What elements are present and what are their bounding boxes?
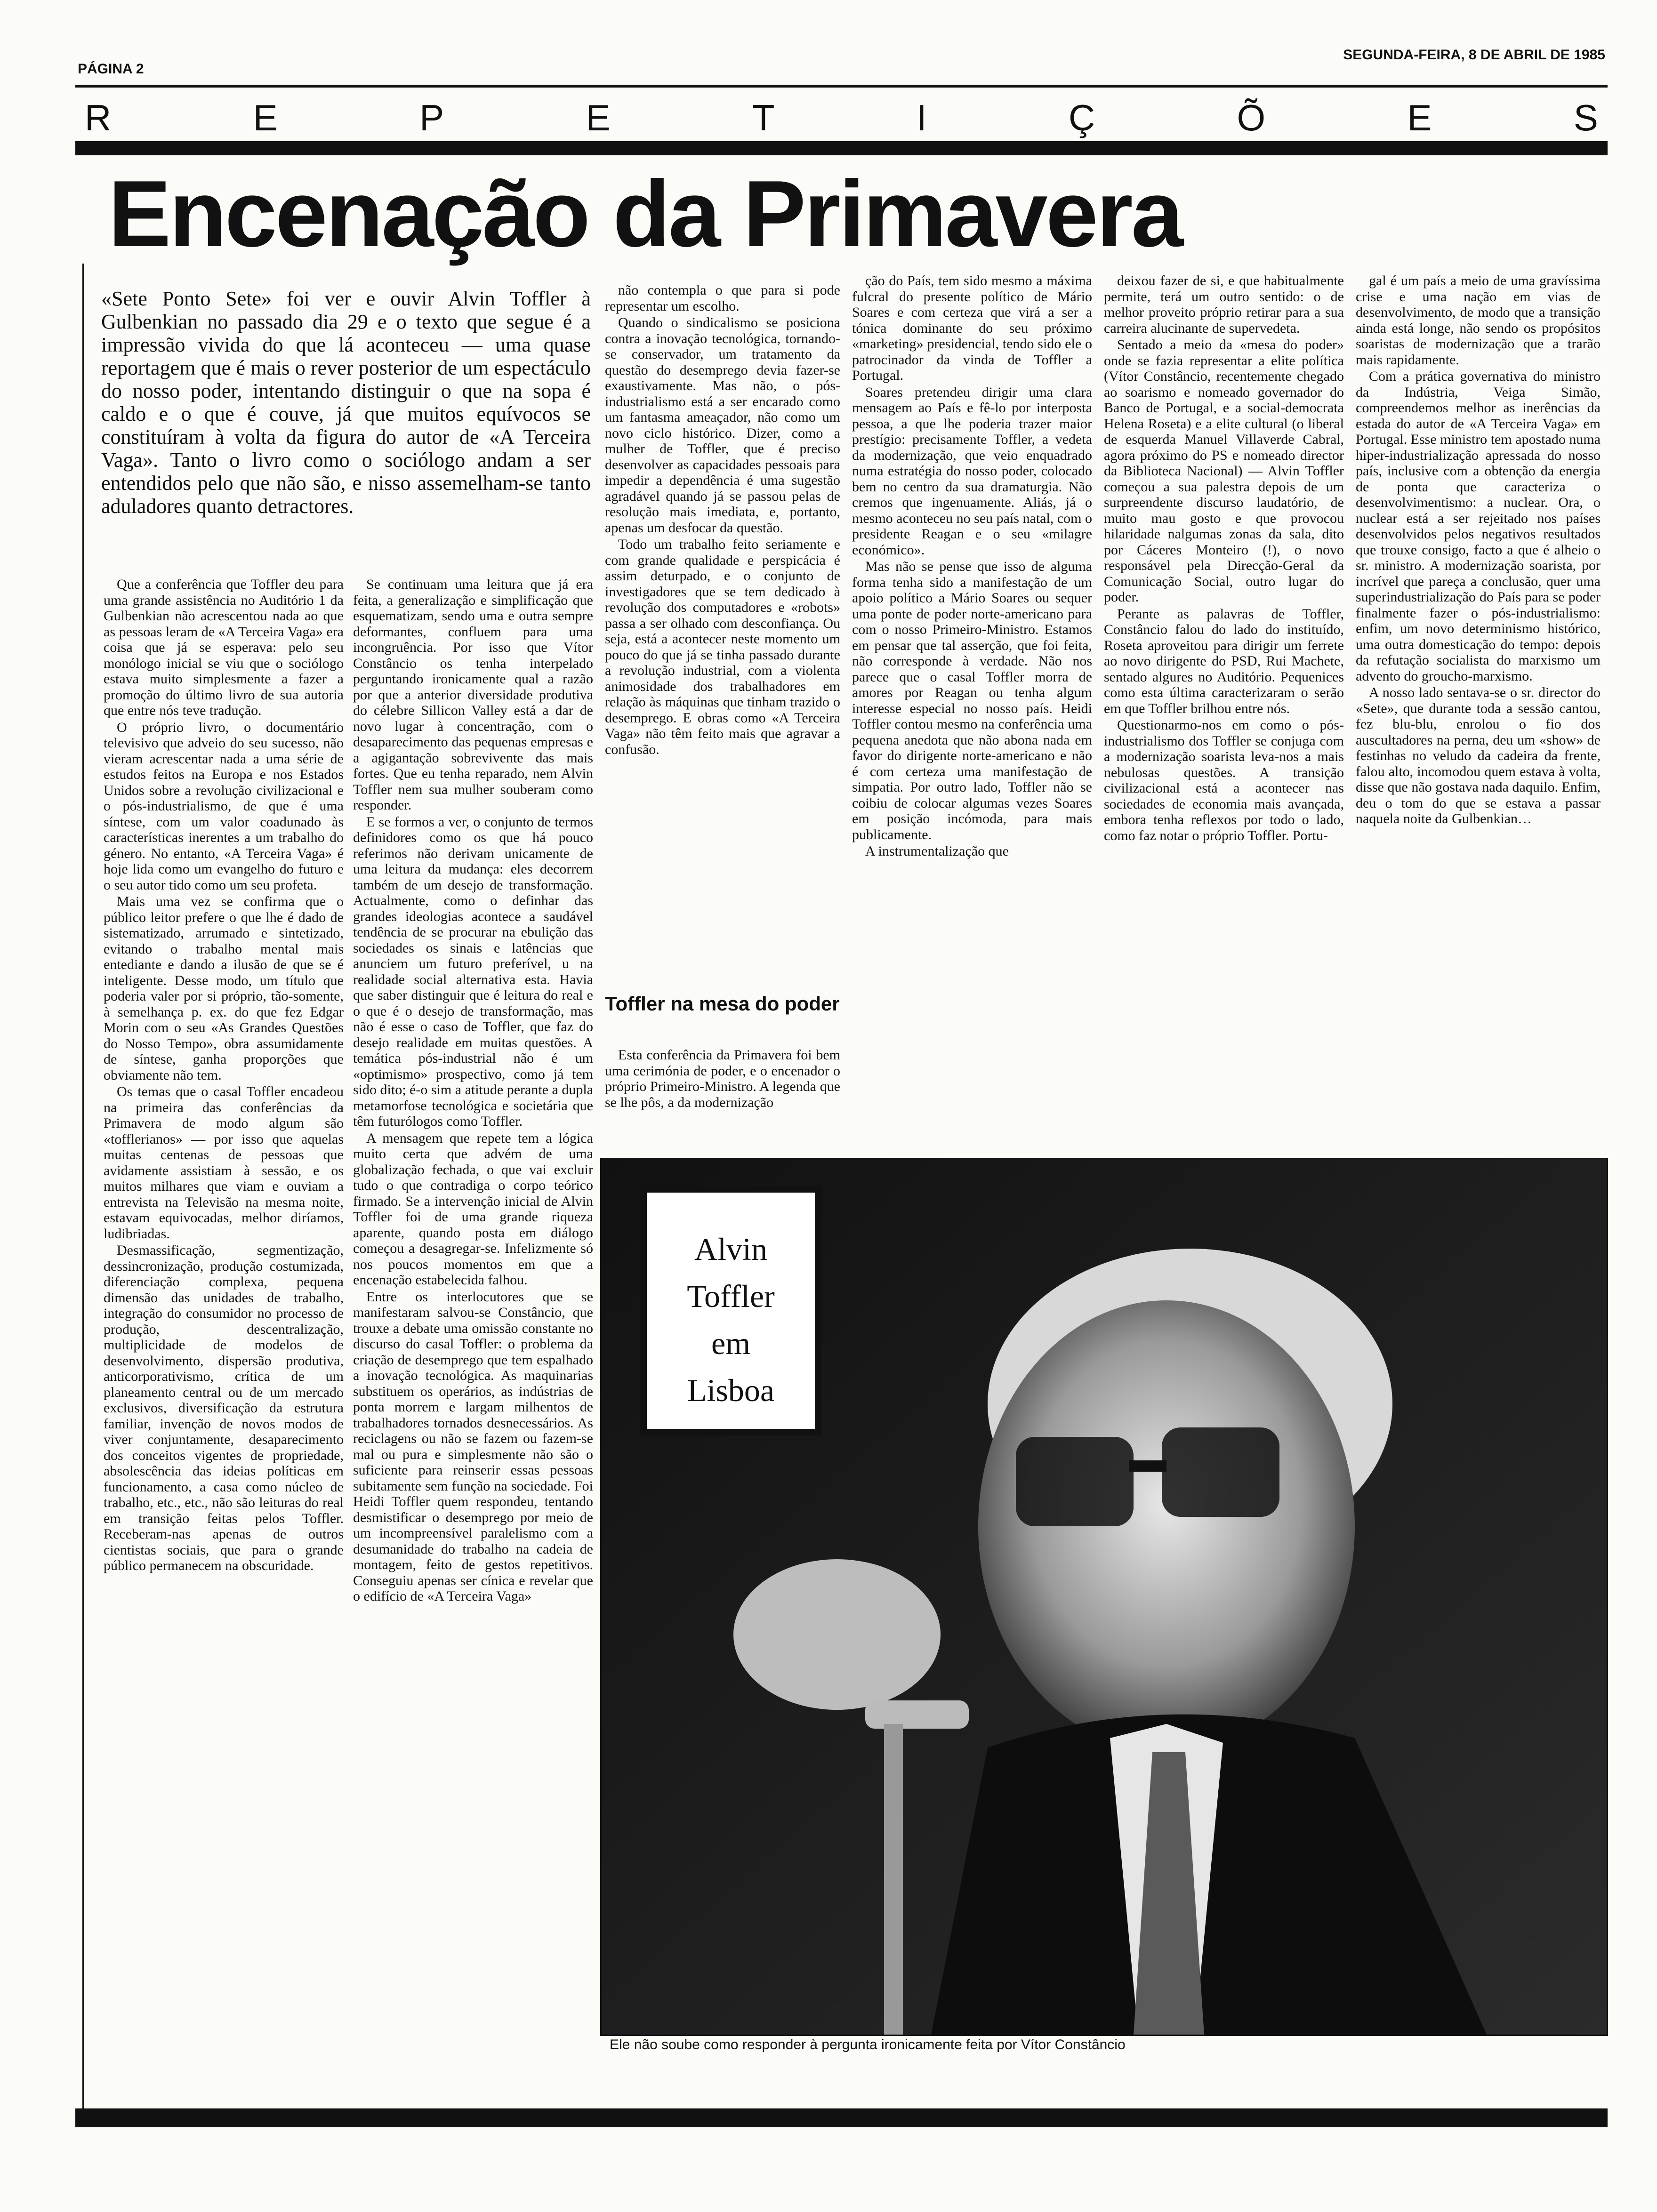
subheading: Toffler na mesa do poder	[605, 993, 840, 1015]
paragraph: Esta conferência da Primavera foi bem uma cerimónia de poder, e o encenador o próprio Primeiro-Ministro. A legenda que se lhe pôs, a da modernização	[605, 1047, 840, 1110]
paragraph: não contempla o que para si pode representar um escolho.	[605, 282, 840, 314]
section-title	[75, 96, 1608, 139]
paragraph: Desmassificação, segmentização, dessincronização, produção costumizada, diferenciação complexa, pequena dimensão das unidades de trabalho, integração do consumidor no processo de produção, descentralização, multiplicidade de modelos de desenvolvimento, dispersão produtiva, anticorporativismo, crítica de um planeamento central ou de um mercado exclusivos, diversificação da estrutura familiar, invenção de novos modos de viver conjuntamente, desaparecimento dos conceitos vigentes de propriedade, absolescência das ideias políticas em funcionamento, a casa como núcleo de trabalho, etc., etc., não são leituras do real em transição feitas pelos Toffler. Receberam-nas apenas de outros cientistas sociais, que para o grande público permanecem na obscuridade.	[104, 1242, 344, 1573]
paragraph: Se continuam uma leitura que já era feita, a generalização e simplificação que esquematizam, sendo uma e outra sempre deformantes, confluem para uma incongruência. Por isso que Vítor Constâncio os tenha interpelado perguntando ironicamente qual a razão por que a anterior diversidade produtiva do célebre Sillicon Valley está a dar de novo lugar à concentração, com o desaparecimento das pequenas empresas e a agigantação sobrevivente das mais fortes. Que eu tenha reparado, nem Alvin Toffler nem sua mulher souberam como responder.	[353, 577, 593, 813]
photo-title-line: Lisboa	[687, 1372, 775, 1408]
paragraph: Sentado a meio da «mesa do poder» onde se fazia representar a elite política (Vítor Constâncio, recentemente chegado ao soarismo e nomeado governador do Banco de Portugal, e a social-democrata Helena Roseta) e a elite cultural (o liberal de esquerda Manuel Villaverde Cabral, agora próximo do PS e nomeado director da Biblioteca Nacional) — Alvin Toffler começou a sua palestra depois de um surpreendente discurso laudatório, de muito mau gosto e que provocou hilaridade nalgumas zonas da sala, dito por Cáceres Monteiro (!), o novo responsável pela Direcção-Geral da Comunicação Social, outro lugar do poder.	[1104, 337, 1344, 605]
paragraph: A nosso lado sentava-se o sr. director do «Sete», que durante toda a sessão cantou, fez blu-blu, enrolou o fio dos auscultadores na perna, deu um «show» de festinhas no veludo da cadeira da frente, falou alto, incomodou quem estava à volta, disse que não gostava nada daquilo. Enfim, deu o tom do que se estava a passar naquela noite da Gulbenkian…	[1356, 685, 1601, 826]
page-number: PÁGINA 2	[78, 61, 144, 77]
paragraph: deixou fazer de si, e que habitualmente permite, terá um outro sentido: o de melhor proveito próprio retirar para a sua carreira alucinante de supervedeta.	[1104, 273, 1344, 336]
left-rule	[82, 264, 84, 2127]
section-letter: E	[586, 96, 611, 138]
paragraph: Todo um trabalho feito seriamente e com grande qualidade e perspicácia é assim deturpado, e o conjunto de investigadores que se tem dedicado à revolução dos computadores e «robots» passa a ser olhado com desconfiança. Ou seja, está a acontecer neste momento um pouco do que já se tinha passado durante a revolução industrial, com a violenta animosidade dos trabalhadores em relação às máquinas que tinham trazido o desemprego. E obras como «A Terceira Vaga» não têm feito mais que agravar a confusão.	[605, 537, 840, 757]
paragraph: A instrumentalização que	[865, 843, 1009, 859]
article-lead: «Sete Ponto Sete» foi ver e ouvir Alvin Toffler à Gulbenkian no passado dia 29 e o texto que segue é a impressão vivida do que lá aconteceu — uma quase reportagem que é mais o rever posterior de um espectáculo do nosso poder, intentando distinguir o que na sopa é caldo e o que é couve, já que muitos equívocos se constituíram à volta da figura do autor de «A Terceira Vaga». Tanto o livro como o sociólogo andam a ser entendidos pelo que não são, e nisso assemelham-se tanto aduladores quanto detractores.	[101, 287, 591, 518]
paragraph: O próprio livro, o documentário televisivo que adveio do seu sucesso, não vieram acrescentar nada a uma série de estudos feitos na Europa e nos Estados Unidos sobre a revolução civilizacional e o pós-industrialismo, de que é uma síntese, com um valor coadunado às características inerentes a um trabalho do género. No entanto, «A Terceira Vaga» é hoje lida como um evangelho do futuro e o seu autor tido como um seu profeta.	[104, 719, 344, 893]
paragraph: Quando o sindicalismo se posiciona contra a inovação tecnológica, tornando-se conservador, um tratamento da questão do desemprego devia fazer-se exaustivamente. Mas não, o pós-industrialismo está a ser encarado como um fantasma ameaçador, não como um novo ciclo histórico. Dizer, como a mulher de Toffler, que é preciso desenvolver as capacidades pessoais para impedir a dependência é uma sugestão agradável quando já se passou pelas de resolução mais imediata, e, portanto, apenas um desfocar da questão.	[605, 315, 840, 536]
article-column-1	[104, 577, 344, 2087]
paragraph: Que a conferência que Toffler deu para uma grande assistência no Auditório 1 da Gulbenkian não acrescentou nada ao que as pessoas leram de «A Terceira Vaga» era coisa que já se esperava: pelo seu monólogo inicial se viu que o sociólogo estava muito simplesmente a fazer a promoção do último livro de sua autoria que entre nós teve tradução.	[104, 577, 344, 718]
section-letter: R	[85, 96, 112, 138]
photo-title-line: em	[711, 1325, 751, 1361]
section-letter: T	[752, 96, 775, 138]
photo-title-line: Alvin	[694, 1231, 767, 1267]
section-letter: I	[916, 96, 927, 138]
paragraph: Entre os interlocutores que se manifestaram salvou-se Constâncio, que trouxe a debate uma omissão constante no discurso do casal Toffler: o problema da criação de desemprego que tem espalhado a inovação tecnológica. As maquinarias substituem os operários, as indústrias de ponta morrem e largam milhentos de trabalhadores tornados desnecessários. As reciclagens ou não se fazem ou fazem-se mal ou pura e simplesmente não são o suficiente para reinserir essas pessoas subitamente sem função na sociedade. Foi Heidi Toffler quem respondeu, tentando desmistificar o desemprego por meio de um incompreensível paralelismo com a desumanidade do trabalho na cadeia de montagem, feito de gestos repetitivos. Conseguiu apenas ser cínica e revelar que o edifício de «A Terceira Vaga»	[353, 1289, 593, 1604]
headline: Encenação da Primavera	[108, 161, 1182, 266]
paragraph: Questionarmo-nos em como o pós-industrialismo dos Toffler se conjuga com a modernização soarista leva-nos a mais nebulosas questões. A transição civilizacional está a acontecer nas sociedades de economia mais avançada, embora tenha reflexos por todo o lado, como faz notar o próprio Toffler. Portu-	[1104, 717, 1344, 843]
section-letter: S	[1573, 96, 1598, 138]
article-column-2	[353, 577, 593, 2087]
paragraph: Os temas que o casal Toffler encadeou na primeira das conferências da Primavera de modo algum são «tofflerianos» — por isso que aquelas muitas centenas de pessoas que avidamente assistiam à sessão, e os muitos milhares que viam e ouviam a entrevista na Televisão na mesma noite, estavam equivocadas, melhor diríamos, ludibriadas.	[104, 1084, 344, 1242]
paragraph: E se formos a ver, o conjunto de termos definidores como os que há pouco referimos não derivam unicamente de uma leitura da mudança: eles decorrem também de um desejo de transformação. Actualmente, como o definhar das grandes ideologias acontece a saudável tendência de se procurar na ebulição das sociedades os sinais e latências que anunciem um futuro preferível, u na realidade social alternativa esta. Havia que saber distinguir que é leitura do real e o que é o desejo de transformação, mas não é esse o caso de Toffler, que faz do desejo realidade em muitas questões. A temática pós-industrial não é um «optimismo» prospectivo, como já tem sido dito; é-o sim a atitude perante a dupla metamorfose tecnológica e societária que têm futurólogos como Toffler.	[353, 814, 593, 1129]
article-column-3b	[605, 1047, 840, 1153]
article-column-6	[1356, 273, 1601, 1153]
paragraph: Com a prática governativa do ministro da Indústria, Veiga Simão, compreendemos melhor as inerências da estada do autor de «A Terceira Vaga» em Portugal. Esse ministro tem apostado numa hiper-industrialização apressada do nosso país, inclusive com a obtenção da energia de ponta que caracteriza o desenvolvimentismo: a nuclear. Ora, o nuclear está a ser rejeitado nos países desenvolvidos pelos negativos resultados que trouxe consigo, facto a que é alheio o sr. ministro. A modernização soarista, por incrível que pareça a conclusão, quer uma superindustrialização do País para se poder finalmente fazer o pós-industrialismo: enfim, um novo determinismo histórico, uma outra domesticação do tempo: depois da refutação socialista do marxismo um advento do groucho-marxismo.	[1356, 369, 1601, 684]
article-column-5	[1104, 273, 1344, 1153]
section-bar	[75, 141, 1608, 155]
issue-date: SEGUNDA-FEIRA, 8 DE ABRIL DE 1985	[1343, 47, 1605, 63]
bottom-bar	[75, 2108, 1608, 2127]
photo-caption: Ele não soube como responder à pergunta ironicamente feita por Vítor Constâncio	[610, 2037, 1126, 2052]
paragraph: Mas não se pense que isso de alguma forma tenha sido a manifestação de um apoio político a Mário Soares ou sequer uma ponte de poder norte-americano para com o nosso Primeiro-Ministro. Estamos em pensar que tal asserção, que foi feita, não corresponde à verdade. Não nos parece que o casal Toffler morra de amores por Reagan ou tenha algum interesse especial no nosso país. Heidi Toffler contou mesmo na conferência uma pequena anedota que não abona nada em favor do dirigente norte-americano e não é com certeza uma manifestação de simpatia. Por outro lado, Toffler não se coibiu de colocar algumas vezes Soares em posição incómoda, para mais publicamente.	[852, 559, 1092, 842]
section-letter: P	[419, 96, 444, 138]
paragraph: gal é um país a meio de uma gravíssima crise e uma nação em vias de desenvolvimento, de modo que a transição ainda está longe, não sendo os propósitos soaristas de modernização que a trarão mais rapidamente.	[1356, 273, 1601, 368]
photo-title-box	[640, 1186, 821, 1435]
top-rule	[75, 85, 1608, 88]
section-letter: Ç	[1068, 96, 1095, 138]
paragraph: Perante as palavras de Toffler, Constâncio falou do lado do instituído, Roseta aproveitou para dirigir um ferrete ao novo dirigente do PSD, Rui Machete, sentado algures no Auditório. Pequenices como esta última caracterizaram o serão em que Toffler brilhou entre nós.	[1104, 606, 1344, 716]
article-column-4	[852, 273, 1092, 1153]
paragraph: Soares pretendeu dirigir uma clara mensagem ao País e fê-lo por interposta pessoa, a que lhe poderia trazer maior prestígio: precisamente Toffler, a vedeta da modernização, que veio enquadrado numa estratégia do nosso poder, colocado bem no centro da sua dramaturgia. Não cremos que ingenuamente. Aliás, já o mesmo aconteceu no seu país natal, com o presidente Reagan e o seu «milagre económico».	[852, 384, 1092, 558]
photo-title-line: Toffler	[687, 1278, 775, 1314]
article-column-3	[605, 282, 840, 988]
paragraph: Mais uma vez se confirma que o público leitor prefere o que lhe é dado de sistematizado, arrumado e sintetizado, evitando o trabalho mental mais entediante e dando a ilusão de que se é inteligente. Desse modo, um título que poderia valer por si próprio, tão-somente, à semelhança p. ex. do que fez Edgar Morin com o seu «As Grandes Questões do Nosso Tempo», obra assumidamente de síntese, ganha proporções que obviamente não tem.	[104, 894, 344, 1083]
section-letter: E	[1407, 96, 1432, 138]
paragraph: ção do País, tem sido mesmo a máxima fulcral do presente político de Mário Soares e com certeza que virá a ser a tónica dominante do seu próximo «marketing» presidencial, tendo sido ele o patrocinador da vinda de Toffler a Portugal.	[852, 273, 1092, 383]
section-letter: Õ	[1237, 96, 1266, 138]
section-letter: E	[253, 96, 278, 138]
paragraph: A mensagem que repete tem a lógica muito certa que advém de uma globalização fechada, o que vai excluir tudo o que contradiga o corpo teórico firmado. Se a intervenção inicial de Alvin Toffler foi de uma grande riqueza aparente, quando posta em diálogo começou a desagregar-se. Infelizmente só nos poucos momentos em que a encenação estabelecida falhou.	[353, 1130, 593, 1288]
